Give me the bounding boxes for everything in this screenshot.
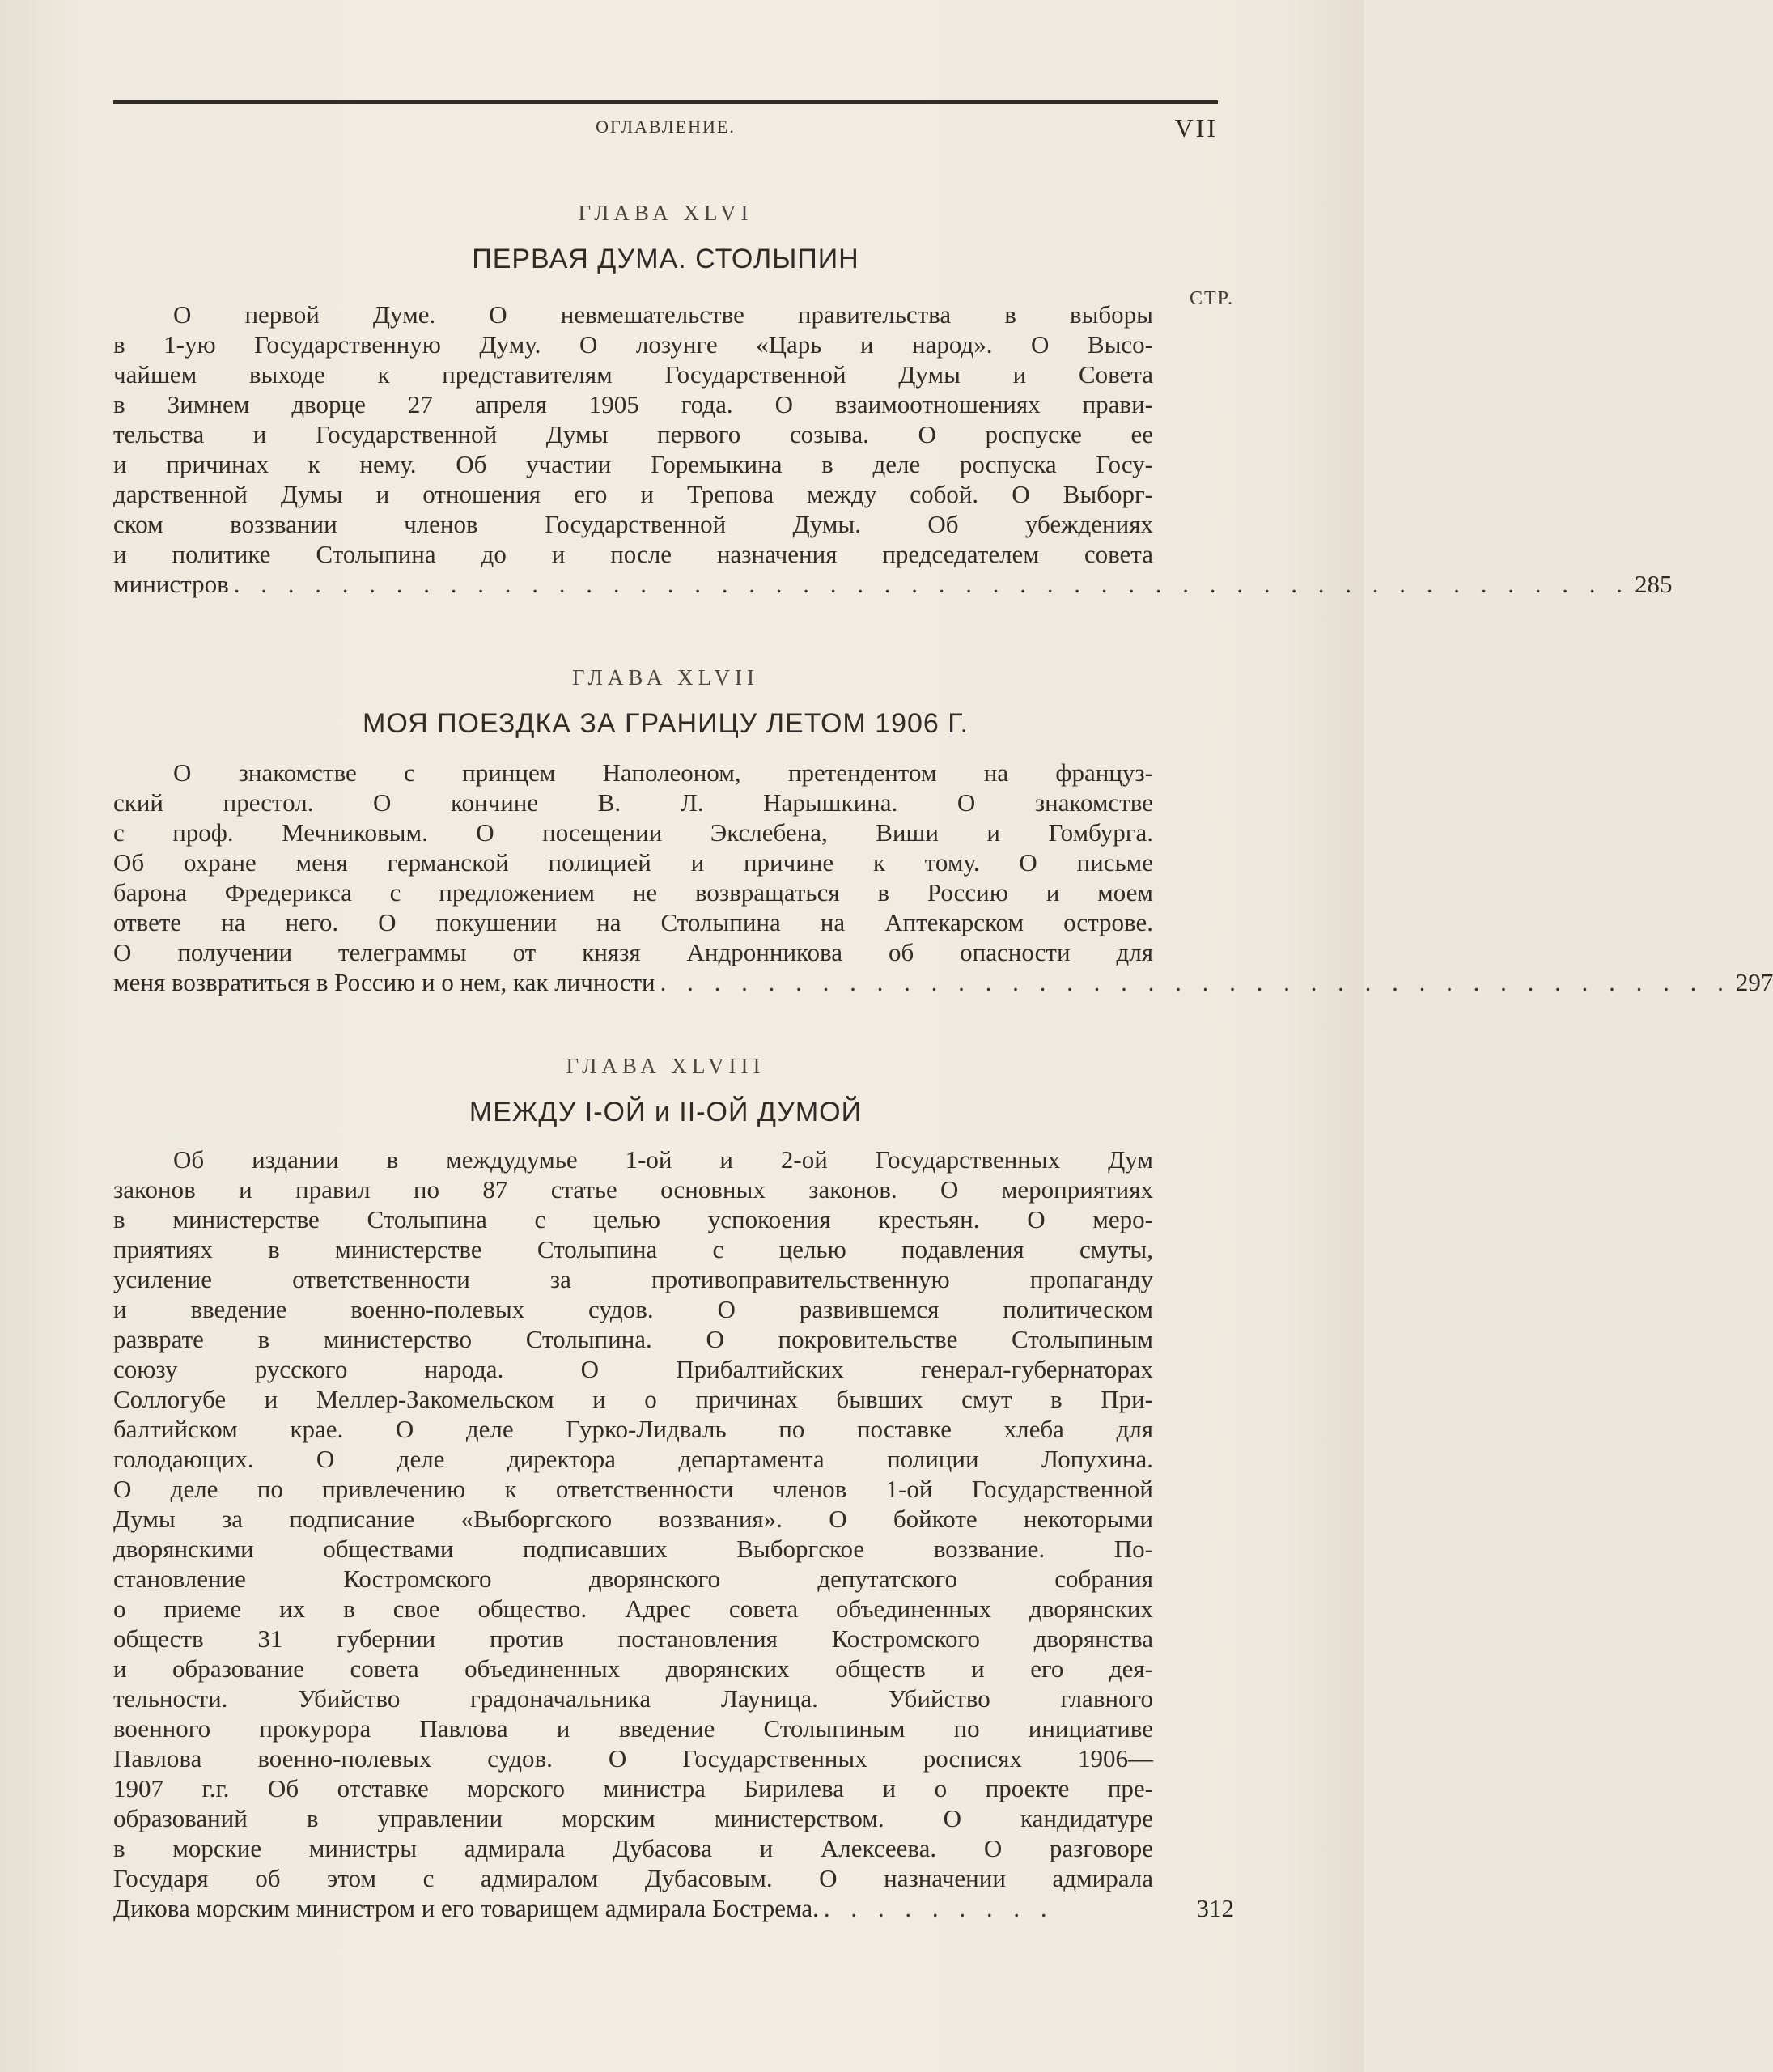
summary-line: ответе на него. О покушении на Столыпина на Аптекарском острове. — [113, 908, 1153, 936]
page-number: 312 — [1196, 1894, 1234, 1922]
summary-line: О получении телеграммы от князя Андронникова об опасности для — [113, 938, 1153, 966]
summary-last-line: министров — [113, 570, 229, 598]
dot-leader: . . . . . . . . . . . . . . . . . . . . . . . . . . . . . . . . . . . . . . . . . . . . . . . . . . . . — [233, 570, 1630, 598]
summary-line: в 1-ую Государственную Думу. О лозунге «Царь и народ». О Высо- — [113, 330, 1153, 359]
summary-line: усиление ответственности за противоправительственную пропаганду — [113, 1265, 1153, 1293]
summary-line: союзу русского народа. О Прибалтийских генерал-губернаторах — [113, 1355, 1153, 1383]
summary-line: с проф. Мечниковым. О посещении Экслебена, Виши и Гомбурга. — [113, 818, 1153, 847]
summary-line: и политике Столыпина до и после назначения председателем совета — [113, 540, 1153, 568]
header-rule — [113, 100, 1218, 104]
folio: VII — [1174, 113, 1218, 142]
summary-line: образований в управлении морским министерством. О кандидатуре — [113, 1804, 1153, 1832]
summary-line: обществ 31 губернии против постановления Костромского дворянства — [113, 1624, 1153, 1653]
summary-line: Государя об этом с адмиралом Дубасовым. О назначении адмирала — [113, 1864, 1153, 1892]
summary-line: и введение военно-полевых судов. О развившемся политическом — [113, 1295, 1153, 1323]
summary-line: военного прокурора Павлова и введение Столыпиным по инициативе — [113, 1714, 1153, 1743]
summary-line: ском воззвании членов Государственной Думы. Об убеждениях — [113, 510, 1153, 538]
chapter-summary — [113, 758, 1153, 967]
summary-line: и образование совета объединенных дворянских обществ и его дея- — [113, 1654, 1153, 1683]
summary-line: Соллогубе и Меллер-Закомельском и о причинах бывших смут в При- — [113, 1385, 1153, 1413]
summary-line: и причинах к нему. Об участии Горемыкина в деле роспуска Госу- — [113, 450, 1153, 478]
chapter-label: ГЛАВА XLVII — [572, 665, 759, 690]
summary-line: о приеме их в свое общество. Адрес совета объединенных дворянских — [113, 1594, 1153, 1623]
chapter-48 — [113, 1054, 1234, 1923]
summary-line: балтийском крае. О деле Гурко-Лидваль по поставке хлеба для — [113, 1415, 1153, 1443]
running-title: ОГЛАВЛЕНИЕ. — [596, 117, 736, 137]
summary-line: становление Костромского дворянского депутатского собрания — [113, 1565, 1153, 1593]
summary-line: ский престол. О кончине В. Л. Нарышкина. О знакомстве — [113, 788, 1153, 817]
chapter-label: ГЛАВА XLVIII — [566, 1054, 766, 1078]
summary-line: Павлова военно-полевых судов. О Государственных росписях 1906— — [113, 1744, 1153, 1773]
chapter-title: ПЕРВАЯ ДУМА. СТОЛЫПИН — [472, 244, 859, 274]
summary-line: Об издании в междудумье 1-ой и 2-ой Государственных Дум — [173, 1145, 1153, 1174]
summary-last-line: меня возвратиться в Россию и о нем, как личности — [113, 968, 655, 996]
summary-line: О знакомстве с принцем Наполеоном, претендентом на француз- — [173, 758, 1153, 787]
chapter-title: МЕЖДУ I-ОЙ и II-ОЙ ДУМОЙ — [469, 1097, 863, 1127]
summary-line: Думы за подписание «Выборгского воззвания». О бойкоте некоторыми — [113, 1505, 1153, 1533]
summary-line: в министерстве Столыпина с целью успокоения крестьян. О меро- — [113, 1205, 1153, 1233]
toc-entry-leader — [113, 569, 1673, 599]
summary-line: приятиях в министерстве Столыпина с целью подавления смуты, — [113, 1235, 1153, 1263]
chapter-47 — [113, 665, 1773, 997]
summary-line: тельности. Убийство градоначальника Лауница. Убийство главного — [113, 1684, 1153, 1713]
summary-line: чайшем выходе к представителям Государственной Думы и Совета — [113, 360, 1153, 388]
summary-line: законов и правил по 87 статье основных законов. О мероприятиях — [113, 1175, 1153, 1204]
chapter-summary — [113, 1144, 1153, 1893]
chapter-label: ГЛАВА XLVI — [578, 201, 753, 225]
chapter-46 — [113, 201, 1673, 599]
summary-line: тельства и Государственной Думы первого созыва. О роспуске ее — [113, 420, 1153, 448]
summary-line: Об охране меня германской полицией и причине к тому. О письме — [113, 848, 1153, 877]
summary-line: в Зимнем дворце 27 апреля 1905 года. О взаимоотношениях прави- — [113, 390, 1153, 418]
toc-entry-leader — [113, 967, 1773, 997]
summary-line: барона Фредерикса с предложением не возвращаться в Россию и моем — [113, 878, 1153, 906]
dot-leader: . . . . . . . . . . . . . . . . . . . . . . . . . . . . . . . . . . . . . . . . — [660, 968, 1731, 996]
page-column-label: СТР. — [1189, 288, 1234, 309]
summary-line: голодающих. О деле директора департамента полиции Лопухина. — [113, 1445, 1153, 1473]
summary-line: в морские министры адмирала Дубасова и Алексеева. О разговоре — [113, 1834, 1153, 1862]
chapter-summary — [113, 299, 1153, 569]
toc-entry-leader — [113, 1893, 1234, 1923]
running-head — [113, 113, 1218, 146]
summary-line: дворянскими обществами подписавших Выборгское воззвание. По- — [113, 1535, 1153, 1563]
dot-leader: . . . . . . . . . — [823, 1894, 1054, 1922]
summary-line: разврате в министерство Столыпина. О покровительстве Столыпиным — [113, 1325, 1153, 1353]
summary-line: 1907 г.г. Об отставке морского министра Бирилева и о проекте пре- — [113, 1774, 1153, 1802]
summary-line: О деле по привлечению к ответственности членов 1-ой Государственной — [113, 1475, 1153, 1503]
page-number: 285 — [1634, 570, 1673, 598]
summary-line: О первой Думе. О невмешательстве правительства в выборы — [173, 300, 1153, 329]
page-number: 297 — [1735, 968, 1773, 996]
chapter-title: МОЯ ПОЕЗДКА ЗА ГРАНИЦУ ЛЕТОМ 1906 Г. — [363, 708, 969, 739]
summary-line: дарственной Думы и отношения его и Трепова между собой. О Выборг- — [113, 480, 1153, 508]
summary-last-line: Дикова морским министром и его товарищем адмирала Бострема. — [113, 1894, 819, 1922]
